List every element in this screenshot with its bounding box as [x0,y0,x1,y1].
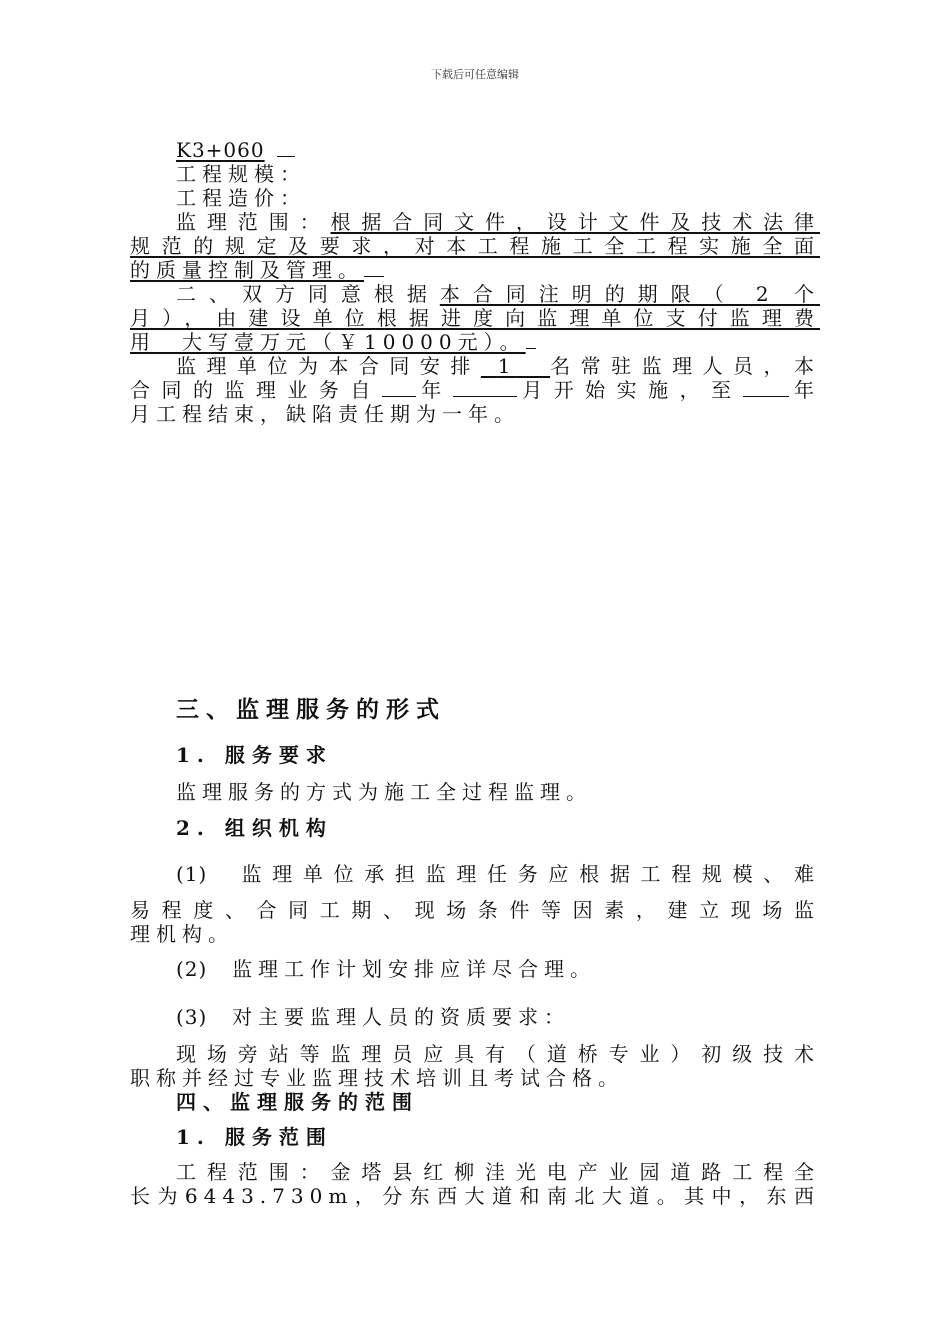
section3-sub1-num: 1. [176,743,211,767]
staff-prefix: 监理单位为本合同安排 [176,354,481,378]
qual-line-1: 现场旁站等监理员应具有（道桥专业）初级技术 [176,1042,820,1066]
section3-title: 三、监理服务的形式 [176,696,446,723]
period-d: 年 [788,378,821,402]
staff-count: 1 [497,354,517,378]
scope-line-2: 规范的规定及要求，对本工程施工全工程实施全面 [130,234,820,258]
section4-sub1-title: 服务范围 [224,1125,333,1149]
item1-line-2: 易程度、合同工期、现场条件等因素，建立现场监 [130,898,820,922]
period-c: 月开始实施，至 [516,378,743,402]
period-a: 合同的监理业务自 [130,378,382,402]
item2-text: 监理工作计划安排应详尽合理。 [232,957,597,981]
period-line-2: 月工程结束，缺陷责任期为一年。 [130,402,520,426]
start-month-blank [453,378,517,397]
term-text-1: 本合同注明的期限（ 2 个 [439,282,820,306]
item2-line [176,957,820,981]
k-line [176,138,820,162]
term-text-3: 用 大写壹万元（￥10000元）。 [130,330,526,354]
scale-label: 工程规模： [176,162,306,186]
scope-line-3 [130,258,820,282]
section3-sub1-title: 服务要求 [224,743,333,767]
k-station: K3+060 [176,138,265,162]
qual-line-2: 职称并经过专业监理技术培训且考试合格。 [130,1066,624,1090]
section3-sub1-text: 监理服务的方式为施工全过程监理。 [176,780,592,804]
section4-sub1-heading [176,1125,820,1149]
item3-num: (3) [176,1005,208,1029]
item1-line-3: 理机构。 [130,922,234,946]
scope-line-1 [176,210,820,234]
section3-sub2-num: 2. [176,816,211,840]
item2-num: (2) [176,957,208,981]
section4-scope-line-1: 工程范围：金塔县红柳洼光电产业园道路工程全 [176,1160,820,1184]
section3-sub2-heading [176,816,820,840]
section3-sub2-title: 组织机构 [224,816,333,840]
item3-line [176,1005,820,1029]
term-line-3-blank [526,330,536,349]
scope-line-3-blank [364,258,384,277]
start-year-blank [382,378,416,397]
section4-scope-line-2: 长为6443.730m，分东西大道和南北大道。其中，东西 [130,1184,820,1208]
item1-num: (1) [176,862,208,886]
term-prefix: 二、双方同意根据 [176,282,440,306]
item1-text-1: 监理单位承担监理任务应根据工程规模、难 [241,862,820,886]
item1-line-1 [176,862,820,886]
section4-sub1-num: 1. [176,1125,211,1149]
term-line-2: 月），由建设单位根据进度向监理单位支付监理费 [130,306,820,330]
scope-text-3: 的质量控制及管理。 [130,258,364,282]
term-line-3 [130,330,820,354]
term-line-1 [176,282,820,306]
period-b: 年 [415,378,453,402]
period-line-1 [130,378,820,402]
scope-label: 监理范围： [176,210,331,234]
staff-suffix: 名常驻监理人员，本 [550,354,821,378]
k-line-blank [277,138,295,157]
section4-title: 四、监理服务的范围 [176,1090,419,1114]
staff-line [176,354,820,378]
cost-label: 工程造价： [176,186,306,210]
page-header: 下载后可任意编辑 [431,68,519,81]
end-year-blank [743,378,789,397]
item3-text: 对主要监理人员的资质要求： [232,1005,571,1029]
section3-sub1-heading [176,743,820,767]
scope-text-1: 根据合同文件，设计文件及技术法律 [330,210,820,234]
